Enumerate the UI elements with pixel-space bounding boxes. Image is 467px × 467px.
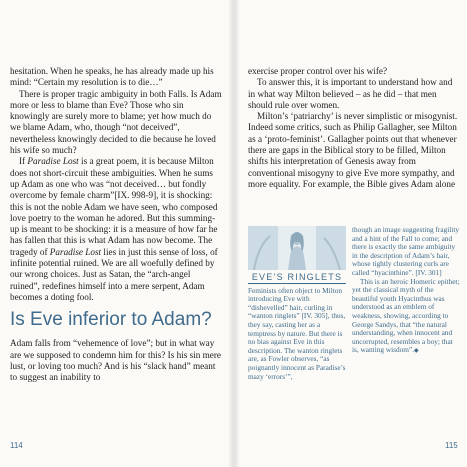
eve-figure-icon (248, 226, 346, 270)
sidebar-left-column (248, 226, 346, 381)
left-paragraph-4: Adam falls from “vehemence of love”; but in what way are we supposed to condemn him for this? Is his sin mere lust, or loving too much? And is his “slack hand” meant to suggest an inability to (10, 338, 222, 383)
p3-text-a: If (19, 156, 28, 167)
right-paragraph-2: To answer this, it is important to understand how and in what way Milton believed – as he did – that men should rule over women. (248, 77, 453, 110)
left-paragraph-2: There is proper tragic ambiguity in both Falls. Is Adam more or less to blame than Eve? Those who sin knowingly are surely more to blame; yet how much do we blame Adam, who, though “not deceived”, nevertheless knowingly decided to die because he loved his wife so much? (10, 88, 222, 156)
page-number-right: 115 (445, 441, 458, 450)
p3-text-b: is a great poem, it is because Milton does not short-circuit these ambiguities. When he sums up Adam as one who was “not deceived… but fondly overcome by female charm”[IX. 998-9], it is shocking: this is not the noble Adam we have seen, who composed love poetry to the woman he adored. But this summing-up is meant to be shocking: it is a measure of how far he has fallen that this is what Adam has now become. The tragedy of (10, 156, 218, 257)
sidebar-right-column (352, 226, 460, 356)
page-number-left: 114 (10, 441, 23, 450)
left-text-column (10, 66, 222, 383)
sidebar-left-body (248, 287, 346, 382)
book-gutter (228, 0, 240, 467)
sidebar-right-text-1: though an image suggesting fragility and a hint of the Fall to come; and there is exactly the same ambiguity in the description of Adam’s hair, whose tightly clustering curls are called “hyacinthine”. [IV. 301] (352, 225, 460, 277)
p3-title-italic-1: Paradise Lost (27, 156, 79, 167)
p3-text-c: lies in just this sense of loss, of infinite potential ruined. We are all woefully defined by our wrong choices. Just as Satan, the “arch-angel ruined”, redefines himself into a mere serpent, Adam becomes a doting fool. (10, 246, 218, 302)
sidebar-right-text-2 (352, 278, 460, 356)
sidebar-right-text-2-body: This is an heroic Homeric epithet; yet the classical myth of the beautiful youth Hyacinthus was understood as an emblem of weakness, showing, according to George Sandys, that “the natural understanding, when innocent and uncorrupted, resembles a boy; that is, wanting wisdom”. (352, 276, 460, 355)
sidebar-title: EVE’S RINGLETS (251, 272, 343, 282)
end-mark-diamond-icon: ◆ (414, 348, 419, 355)
right-text-column (248, 66, 458, 190)
right-paragraph-3: Milton’s ‘patriarchy’ is never simplistic or misogynist. Indeed some critics, such as Philip Gallagher, see Milton as a ‘proto-feminist’. Gallagher points out that whenever there are gaps in the Biblical story to be filled, Milton shifts his interpretation of Genesis away from conventional misogyny to give Eve more sympathy, and more equality. For example, the Bible gives Adam alone (248, 111, 458, 189)
sidebar-title-rule (248, 283, 346, 284)
eve-illustration-image (248, 226, 346, 270)
p3-title-italic-2: Paradise Lost (49, 246, 102, 257)
left-paragraph-3 (10, 156, 222, 303)
right-paragraph-1: exercise proper control over his wife? (248, 66, 388, 76)
left-paragraph-1: hesitation. When he speaks, he has already made up his mind: “Certain my resolution is to die…” (10, 66, 214, 88)
section-headline: Is Eve inferior to Adam? (10, 309, 212, 331)
sidebar-left-text: Feminists often object to Milton introducing Eve with “dishevelled” hair, curling in “wanton ringlets” [IV. 305], thus, they say, casting her as a temptress by nature. But there is no bias against Eve in this description. The wanton ringlets are, as Fowler observes, “as poignantly innocent as Paradise’s mazy ‘errors’”, (248, 285, 346, 381)
